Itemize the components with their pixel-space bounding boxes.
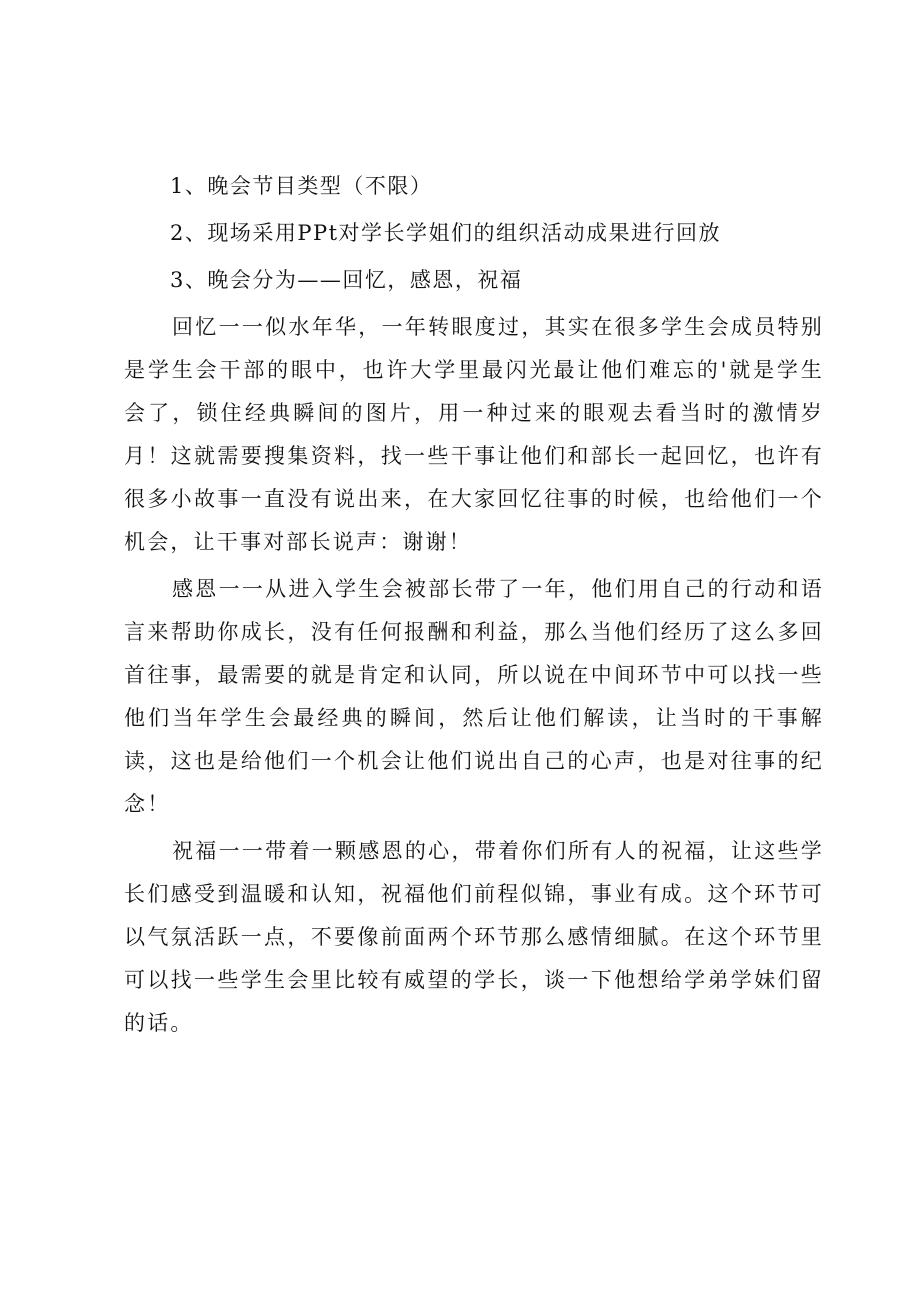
- document-page: [124, 165, 824, 1049]
- paragraph-gratitude: 感恩一一从进入学生会被部长带了一年，他们用自己的行动和语言来帮助你成长，没有任何报酬和利益，那么当他们经历了这么多回首往事，最需要的就是肯定和认同，所以说在中间环节中可以找一些他们当年学生会最经典的瞬间，然后让他们解读，让当时的干事解读，这也是给他们一个机会让他们说出自己的心声，也是对往事的纪念！: [124, 577, 824, 816]
- list-item-sections: 3、晚会分为——回忆，感恩，祝福: [170, 268, 523, 292]
- list-item-ppt-review: 2、现场采用PPt对学长学姐们的组织活动成果进行回放: [170, 221, 722, 245]
- paragraph-blessing: 祝福一一带着一颗感恩的心，带着你们所有人的祝福，让这些学长们感受到温暖和认知，祝福他们前程似锦，事业有成。这个环节可以气氛活跃一点，不要像前面两个环节那么感情细腻。在这个环节里可以找一些学生会里比较有威望的学长，谈一下他想给学弟学妹们留的话。: [124, 839, 824, 1035]
- paragraph-memory: 回忆一一似水年华，一年转眼度过，其实在很多学生会成员特别是学生会干部的眼中，也许大学里最闪光最让他们难忘的'就是学生会了，锁住经典瞬间的图片，用一种过来的眼观去看当时的激情岁月！这就需要搜集资料，找一些干事让他们和部长一起回忆，也许有很多小故事一直没有说出来，在大家回忆往事的时候，也给他们一个机会，让干事对部长说声：谢谢！: [124, 315, 824, 554]
- list-item-program-type: 1、晚会节目类型（不限）: [170, 174, 433, 198]
